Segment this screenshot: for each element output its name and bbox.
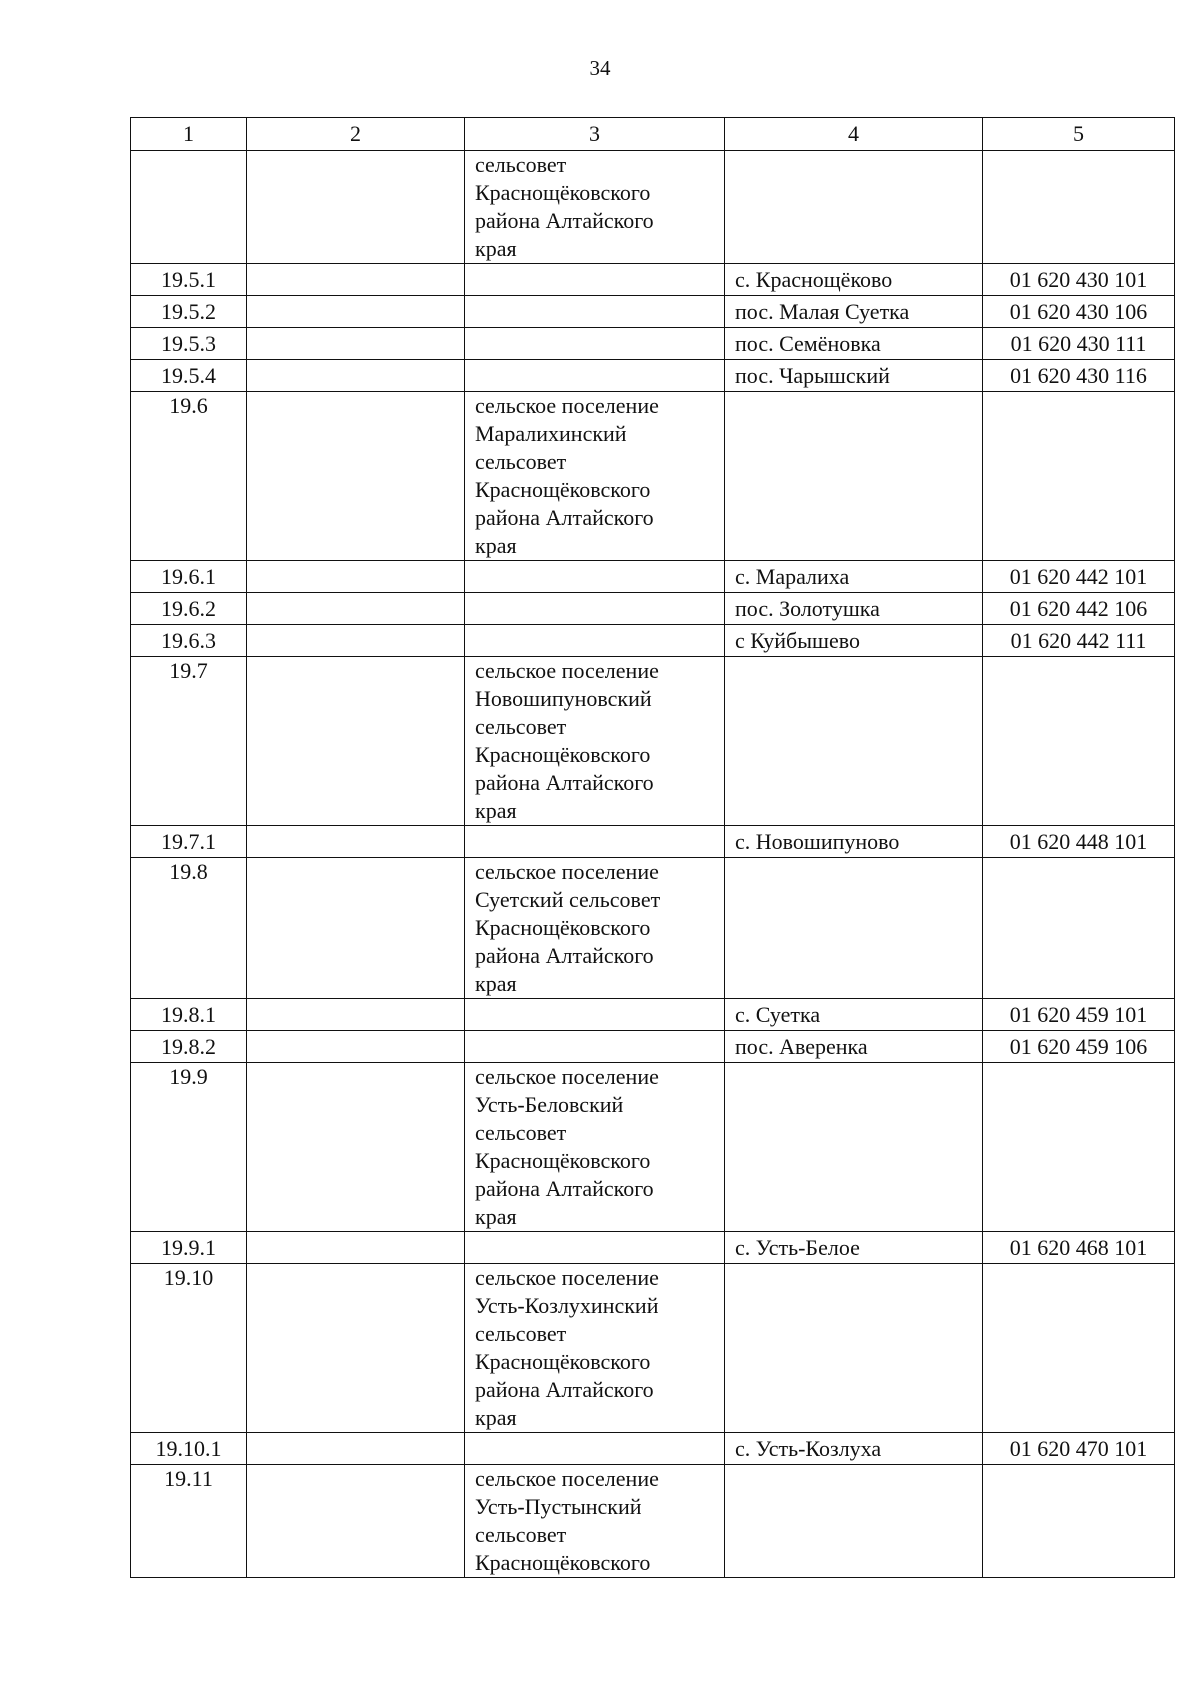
row-number-cell: 19.10.1 [131, 1433, 247, 1465]
code-cell [983, 1264, 1175, 1433]
settlement-cell [725, 858, 983, 999]
code-cell [983, 657, 1175, 826]
table-row [131, 328, 1175, 360]
code-cell: 01 620 442 101 [983, 561, 1175, 593]
code-cell: 01 620 448 101 [983, 826, 1175, 858]
code-cell [983, 1465, 1175, 1578]
column-header: 5 [983, 118, 1175, 151]
settlement-cell [725, 1465, 983, 1578]
code-cell [983, 392, 1175, 561]
column-header: 1 [131, 118, 247, 151]
municipality-cell [465, 360, 725, 392]
table-row [131, 360, 1175, 392]
code-cell: 01 620 442 111 [983, 625, 1175, 657]
col2-cell [247, 826, 465, 858]
col2-cell [247, 264, 465, 296]
code-cell: 01 620 442 106 [983, 593, 1175, 625]
row-number-cell: 19.8.2 [131, 1031, 247, 1063]
col2-cell [247, 561, 465, 593]
table-header-row [131, 118, 1175, 151]
settlement-cell: с. Усть-Белое [725, 1232, 983, 1264]
municipality-cell [465, 328, 725, 360]
col2-cell [247, 1031, 465, 1063]
col2-cell [247, 593, 465, 625]
row-number-cell: 19.5.4 [131, 360, 247, 392]
table-body [131, 151, 1175, 1578]
table-row [131, 593, 1175, 625]
settlement-cell: с. Новошипуново [725, 826, 983, 858]
code-cell: 01 620 430 101 [983, 264, 1175, 296]
code-cell: 01 620 430 116 [983, 360, 1175, 392]
settlement-cell [725, 151, 983, 264]
column-header: 3 [465, 118, 725, 151]
municipality-cell: сельское поселение Усть-Беловский сельсовет Краснощёковского района Алтайского края [465, 1063, 725, 1232]
settlement-cell: с. Краснощёково [725, 264, 983, 296]
code-cell: 01 620 430 111 [983, 328, 1175, 360]
col2-cell [247, 1063, 465, 1232]
settlement-cell: с. Усть-Козлуха [725, 1433, 983, 1465]
row-number-cell: 19.6 [131, 392, 247, 561]
settlement-cell: пос. Малая Суетка [725, 296, 983, 328]
municipality-cell [465, 593, 725, 625]
code-cell: 01 620 459 101 [983, 999, 1175, 1031]
code-cell [983, 151, 1175, 264]
settlement-cell: с. Маралиха [725, 561, 983, 593]
col2-cell [247, 1465, 465, 1578]
column-header: 2 [247, 118, 465, 151]
table-row [131, 1465, 1175, 1578]
settlement-cell: пос. Семёновка [725, 328, 983, 360]
table-row [131, 151, 1175, 264]
settlement-cell: с. Суетка [725, 999, 983, 1031]
settlement-cell: с Куйбышево [725, 625, 983, 657]
row-number-cell: 19.9 [131, 1063, 247, 1232]
settlement-cell [725, 657, 983, 826]
table-row [131, 561, 1175, 593]
table-row [131, 999, 1175, 1031]
col2-cell [247, 1264, 465, 1433]
col2-cell [247, 360, 465, 392]
municipality-cell: сельское поселение Суетский сельсовет Краснощёковского района Алтайского края [465, 858, 725, 999]
table-row [131, 1063, 1175, 1232]
settlement-cell: пос. Золотушка [725, 593, 983, 625]
row-number-cell: 19.6.3 [131, 625, 247, 657]
col2-cell [247, 328, 465, 360]
page-number: 34 [589, 56, 611, 80]
code-cell [983, 1063, 1175, 1232]
municipality-cell [465, 296, 725, 328]
municipality-cell [465, 826, 725, 858]
municipality-cell: сельское поселение Маралихинский сельсовет Краснощёковского района Алтайского края [465, 392, 725, 561]
municipality-cell [465, 999, 725, 1031]
col2-cell [247, 151, 465, 264]
row-number-cell [131, 151, 247, 264]
table-row [131, 296, 1175, 328]
code-cell: 01 620 468 101 [983, 1232, 1175, 1264]
column-header: 4 [725, 118, 983, 151]
code-cell [983, 858, 1175, 999]
table-row [131, 1433, 1175, 1465]
settlement-cell [725, 392, 983, 561]
row-number-cell: 19.7 [131, 657, 247, 826]
row-number-cell: 19.11 [131, 1465, 247, 1578]
table-row [131, 826, 1175, 858]
row-number-cell: 19.9.1 [131, 1232, 247, 1264]
municipality-cell [465, 1232, 725, 1264]
settlement-cell: пос. Чарышский [725, 360, 983, 392]
row-number-cell: 19.8 [131, 858, 247, 999]
settlement-cell [725, 1063, 983, 1232]
col2-cell [247, 1433, 465, 1465]
row-number-cell: 19.6.1 [131, 561, 247, 593]
table-row [131, 858, 1175, 999]
table-row [131, 657, 1175, 826]
municipality-cell: сельское поселение Усть-Козлухинский сельсовет Краснощёковского района Алтайского края [465, 1264, 725, 1433]
table-row [131, 1031, 1175, 1063]
table-row [131, 1264, 1175, 1433]
row-number-cell: 19.10 [131, 1264, 247, 1433]
code-cell: 01 620 470 101 [983, 1433, 1175, 1465]
settlements-table [130, 117, 1175, 1578]
municipality-cell [465, 561, 725, 593]
col2-cell [247, 392, 465, 561]
table-row [131, 264, 1175, 296]
col2-cell [247, 1232, 465, 1264]
municipality-cell [465, 264, 725, 296]
table-row [131, 392, 1175, 561]
col2-cell [247, 625, 465, 657]
settlement-cell [725, 1264, 983, 1433]
municipality-cell: сельское поселение Усть-Пустынский сельсовет Краснощёковского [465, 1465, 725, 1578]
code-cell: 01 620 459 106 [983, 1031, 1175, 1063]
row-number-cell: 19.5.3 [131, 328, 247, 360]
row-number-cell: 19.5.2 [131, 296, 247, 328]
col2-cell [247, 657, 465, 826]
col2-cell [247, 999, 465, 1031]
municipality-cell: сельское поселение Новошипуновский сельсовет Краснощёковского района Алтайского края [465, 657, 725, 826]
table-row [131, 1232, 1175, 1264]
row-number-cell: 19.7.1 [131, 826, 247, 858]
col2-cell [247, 858, 465, 999]
settlement-cell: пос. Аверенка [725, 1031, 983, 1063]
table-row [131, 625, 1175, 657]
row-number-cell: 19.5.1 [131, 264, 247, 296]
municipality-cell: сельсовет Краснощёковского района Алтайского края [465, 151, 725, 264]
row-number-cell: 19.8.1 [131, 999, 247, 1031]
code-cell: 01 620 430 106 [983, 296, 1175, 328]
municipality-cell [465, 1433, 725, 1465]
row-number-cell: 19.6.2 [131, 593, 247, 625]
col2-cell [247, 296, 465, 328]
municipality-cell [465, 1031, 725, 1063]
municipality-cell [465, 625, 725, 657]
